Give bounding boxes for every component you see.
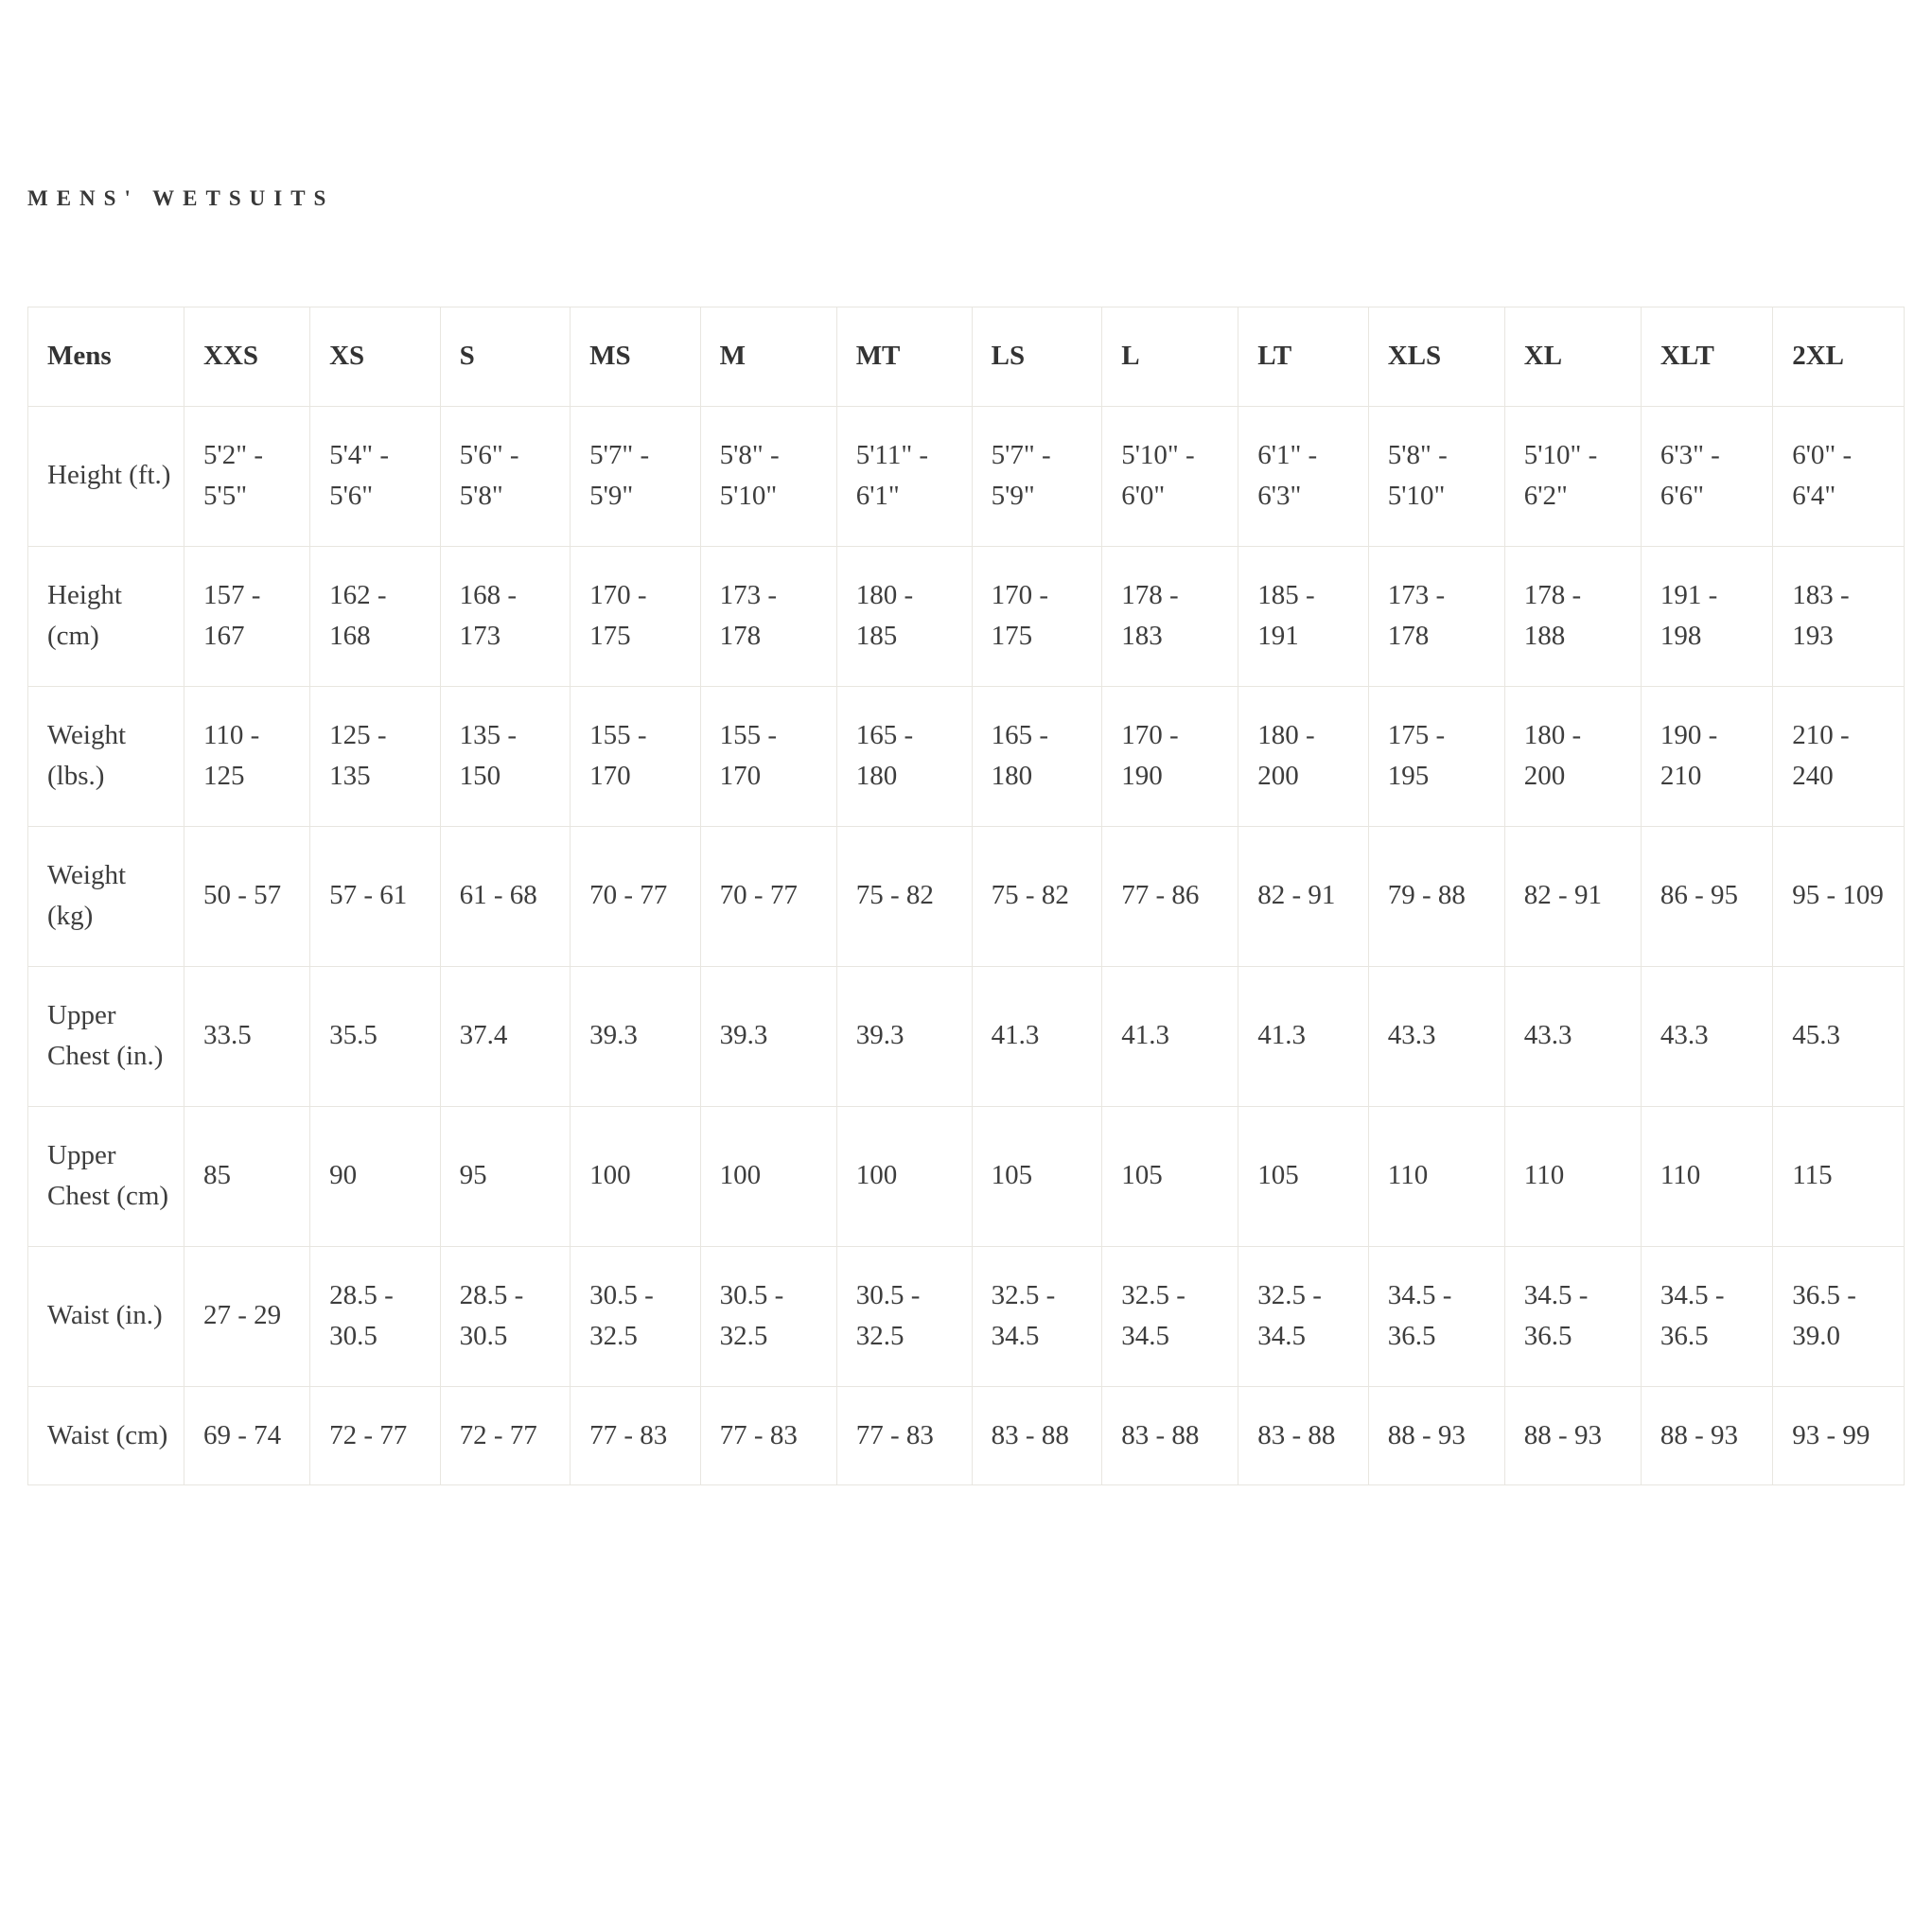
size-cell: 32.5 - 34.5 (972, 1246, 1102, 1386)
size-cell: 5'8" - 5'10" (700, 406, 836, 546)
size-cell: 173 - 178 (700, 546, 836, 686)
row-label: Upper Chest (cm) (28, 1106, 184, 1246)
size-cell: 155 - 170 (700, 686, 836, 826)
column-header: Mens (28, 307, 184, 407)
size-cell: 210 - 240 (1773, 686, 1905, 826)
table-row (28, 686, 1905, 826)
size-cell: 5'6" - 5'8" (440, 406, 571, 546)
size-cell: 43.3 (1641, 966, 1772, 1106)
size-cell: 5'7" - 5'9" (571, 406, 701, 546)
size-cell: 5'2" - 5'5" (184, 406, 310, 546)
size-cell: 5'11" - 6'1" (836, 406, 972, 546)
size-cell: 77 - 83 (700, 1386, 836, 1485)
size-cell: 83 - 88 (1102, 1386, 1238, 1485)
size-cell: 105 (1238, 1106, 1369, 1246)
size-cell: 165 - 180 (836, 686, 972, 826)
size-cell: 93 - 99 (1773, 1386, 1905, 1485)
size-cell: 41.3 (1102, 966, 1238, 1106)
size-cell: 170 - 175 (571, 546, 701, 686)
row-label: Height (ft.) (28, 406, 184, 546)
size-cell: 191 - 198 (1641, 546, 1772, 686)
size-cell: 30.5 - 32.5 (700, 1246, 836, 1386)
column-header: XLT (1641, 307, 1772, 407)
size-cell: 77 - 83 (571, 1386, 701, 1485)
size-cell: 175 - 195 (1368, 686, 1504, 826)
size-table-head (28, 307, 1905, 407)
column-header: LS (972, 307, 1102, 407)
size-cell: 5'10" - 6'0" (1102, 406, 1238, 546)
size-cell: 155 - 170 (571, 686, 701, 826)
row-label: Height (cm) (28, 546, 184, 686)
table-row (28, 406, 1905, 546)
size-cell: 61 - 68 (440, 826, 571, 966)
size-cell: 110 (1504, 1106, 1641, 1246)
table-row (28, 1106, 1905, 1246)
size-cell: 30.5 - 32.5 (836, 1246, 972, 1386)
size-cell: 39.3 (700, 966, 836, 1106)
column-header: XL (1504, 307, 1641, 407)
page-title: MENS' WETSUITS (27, 186, 335, 210)
size-cell: 95 - 109 (1773, 826, 1905, 966)
column-header: 2XL (1773, 307, 1905, 407)
size-cell: 70 - 77 (700, 826, 836, 966)
size-cell: 173 - 178 (1368, 546, 1504, 686)
table-row (28, 966, 1905, 1106)
size-cell: 95 (440, 1106, 571, 1246)
table-row (28, 1386, 1905, 1485)
size-cell: 180 - 185 (836, 546, 972, 686)
size-cell: 77 - 86 (1102, 826, 1238, 966)
size-cell: 100 (700, 1106, 836, 1246)
size-cell: 28.5 - 30.5 (440, 1246, 571, 1386)
size-cell: 43.3 (1368, 966, 1504, 1106)
size-cell: 115 (1773, 1106, 1905, 1246)
size-cell: 168 - 173 (440, 546, 571, 686)
column-header: M (700, 307, 836, 407)
size-cell: 34.5 - 36.5 (1504, 1246, 1641, 1386)
table-row (28, 546, 1905, 686)
size-cell: 27 - 29 (184, 1246, 310, 1386)
size-cell: 72 - 77 (440, 1386, 571, 1485)
size-cell: 165 - 180 (972, 686, 1102, 826)
size-cell: 72 - 77 (310, 1386, 441, 1485)
column-header: LT (1238, 307, 1369, 407)
size-cell: 6'1" - 6'3" (1238, 406, 1369, 546)
size-cell: 85 (184, 1106, 310, 1246)
size-cell: 37.4 (440, 966, 571, 1106)
size-cell: 5'4" - 5'6" (310, 406, 441, 546)
size-cell: 110 - 125 (184, 686, 310, 826)
size-cell: 43.3 (1504, 966, 1641, 1106)
size-cell: 90 (310, 1106, 441, 1246)
column-header: S (440, 307, 571, 407)
size-cell: 36.5 - 39.0 (1773, 1246, 1905, 1386)
size-cell: 180 - 200 (1238, 686, 1369, 826)
size-cell: 32.5 - 34.5 (1238, 1246, 1369, 1386)
row-label: Weight (lbs.) (28, 686, 184, 826)
size-cell: 33.5 (184, 966, 310, 1106)
size-cell: 185 - 191 (1238, 546, 1369, 686)
size-cell: 178 - 188 (1504, 546, 1641, 686)
size-cell: 5'8" - 5'10" (1368, 406, 1504, 546)
size-cell: 105 (972, 1106, 1102, 1246)
table-row (28, 1246, 1905, 1386)
size-cell: 30.5 - 32.5 (571, 1246, 701, 1386)
size-cell: 190 - 210 (1641, 686, 1772, 826)
size-cell: 86 - 95 (1641, 826, 1772, 966)
size-cell: 75 - 82 (836, 826, 972, 966)
size-cell: 39.3 (571, 966, 701, 1106)
size-cell: 35.5 (310, 966, 441, 1106)
row-label: Waist (cm) (28, 1386, 184, 1485)
column-header: L (1102, 307, 1238, 407)
size-table-body (28, 406, 1905, 1485)
size-cell: 34.5 - 36.5 (1641, 1246, 1772, 1386)
size-cell: 88 - 93 (1504, 1386, 1641, 1485)
column-header: XXS (184, 307, 310, 407)
size-cell: 100 (836, 1106, 972, 1246)
size-cell: 57 - 61 (310, 826, 441, 966)
size-cell: 32.5 - 34.5 (1102, 1246, 1238, 1386)
size-cell: 83 - 88 (972, 1386, 1102, 1485)
size-cell: 39.3 (836, 966, 972, 1106)
size-cell: 157 - 167 (184, 546, 310, 686)
size-cell: 41.3 (1238, 966, 1369, 1106)
size-cell: 105 (1102, 1106, 1238, 1246)
size-cell: 110 (1641, 1106, 1772, 1246)
size-cell: 88 - 93 (1641, 1386, 1772, 1485)
size-cell: 183 - 193 (1773, 546, 1905, 686)
size-cell: 45.3 (1773, 966, 1905, 1106)
size-cell: 83 - 88 (1238, 1386, 1369, 1485)
size-cell: 41.3 (972, 966, 1102, 1106)
size-table-head-row (28, 307, 1905, 407)
size-cell: 70 - 77 (571, 826, 701, 966)
row-label: Weight (kg) (28, 826, 184, 966)
size-cell: 88 - 93 (1368, 1386, 1504, 1485)
size-cell: 6'3" - 6'6" (1641, 406, 1772, 546)
row-label: Waist (in.) (28, 1246, 184, 1386)
size-cell: 110 (1368, 1106, 1504, 1246)
size-cell: 162 - 168 (310, 546, 441, 686)
size-cell: 178 - 183 (1102, 546, 1238, 686)
column-header: XLS (1368, 307, 1504, 407)
size-cell: 125 - 135 (310, 686, 441, 826)
size-cell: 75 - 82 (972, 826, 1102, 966)
size-cell: 180 - 200 (1504, 686, 1641, 826)
size-cell: 34.5 - 36.5 (1368, 1246, 1504, 1386)
size-cell: 28.5 - 30.5 (310, 1246, 441, 1386)
table-row (28, 826, 1905, 966)
size-cell: 79 - 88 (1368, 826, 1504, 966)
size-cell: 135 - 150 (440, 686, 571, 826)
column-header: XS (310, 307, 441, 407)
size-table (27, 307, 1905, 1485)
size-cell: 77 - 83 (836, 1386, 972, 1485)
size-cell: 69 - 74 (184, 1386, 310, 1485)
size-cell: 82 - 91 (1238, 826, 1369, 966)
size-cell: 100 (571, 1106, 701, 1246)
size-cell: 82 - 91 (1504, 826, 1641, 966)
size-cell: 170 - 175 (972, 546, 1102, 686)
size-cell: 6'0" - 6'4" (1773, 406, 1905, 546)
size-cell: 50 - 57 (184, 826, 310, 966)
size-cell: 5'10" - 6'2" (1504, 406, 1641, 546)
column-header: MS (571, 307, 701, 407)
size-cell: 170 - 190 (1102, 686, 1238, 826)
row-label: Upper Chest (in.) (28, 966, 184, 1106)
column-header: MT (836, 307, 972, 407)
size-cell: 5'7" - 5'9" (972, 406, 1102, 546)
